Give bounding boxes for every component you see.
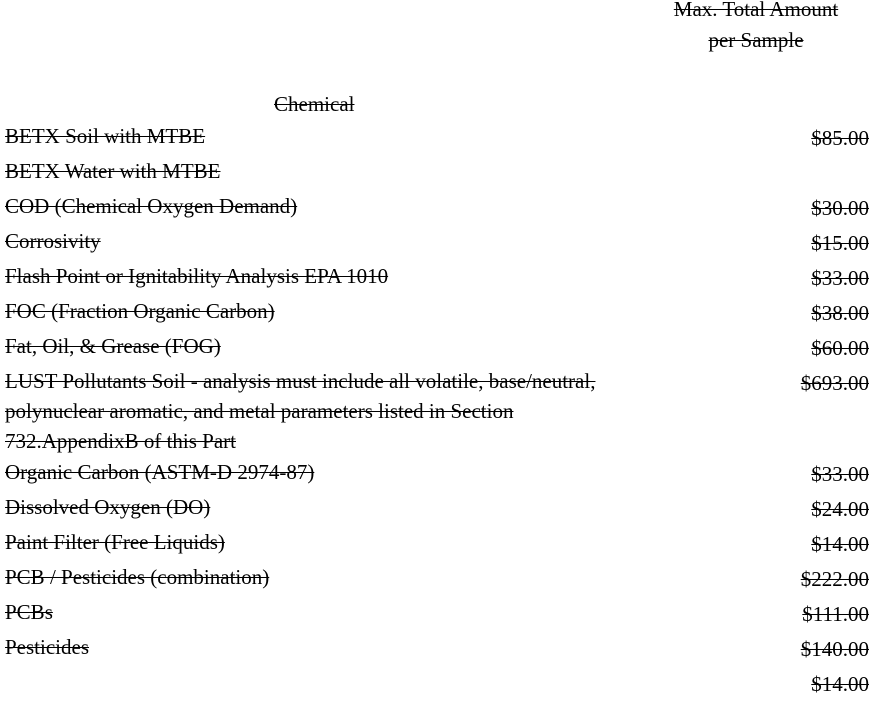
max-amount: $24.00 [811, 497, 869, 521]
max-amount: $140.00 [800, 637, 869, 661]
chemical-name: Dissolved Oxygen (DO) [5, 495, 211, 519]
table-row [0, 527, 872, 562]
max-amount: $14.00 [811, 672, 869, 696]
max-amount: $85.00 [811, 126, 869, 150]
chemical-name: PCB / Pesticides (combination) [5, 565, 270, 589]
table-row [0, 156, 872, 191]
chemical-name: Organic Carbon (ASTM-D 2974-87) [5, 460, 315, 484]
chemical-name: Pesticides [5, 635, 89, 659]
column-header-chemical: Chemical [274, 92, 355, 116]
max-amount: $222.00 [800, 567, 869, 591]
max-amount: $38.00 [811, 301, 869, 325]
table-row [0, 296, 872, 331]
table-row [0, 597, 872, 632]
chemical-name: Corrosivity [5, 229, 101, 253]
chemical-price-table [0, 121, 872, 702]
max-amount: $15.00 [811, 231, 869, 255]
table-row [0, 331, 872, 366]
table-row [0, 121, 872, 156]
column-header-per-sample: per Sample [708, 28, 804, 52]
chemical-name: BETX Soil with MTBE [5, 124, 206, 148]
chemical-name: Fat, Oil, & Grease (FOG) [5, 334, 221, 358]
chemical-name: COD (Chemical Oxygen Demand) [5, 194, 298, 218]
max-amount: $111.00 [802, 602, 869, 626]
chemical-name: FOC (Fraction Organic Carbon) [5, 299, 275, 323]
max-amount: $30.00 [811, 196, 869, 220]
column-header-max-total-amount: Max. Total Amount [673, 0, 839, 21]
max-amount: $14.00 [811, 532, 869, 556]
table-row [0, 226, 872, 261]
table-row [0, 457, 872, 492]
chemical-name: Paint Filter (Free Liquids) [5, 530, 225, 554]
max-amount: $33.00 [811, 266, 869, 290]
table-row [0, 632, 872, 667]
table-row [0, 261, 872, 296]
table-row [0, 366, 872, 457]
table-row [0, 562, 872, 597]
chemical-name: PCBs [5, 600, 53, 624]
max-amount: $693.00 [800, 371, 869, 395]
max-amount: $60.00 [811, 336, 869, 360]
max-amount: $33.00 [811, 462, 869, 486]
chemical-name: Flash Point or Ignitability Analysis EPA 1010 [5, 264, 389, 288]
chemical-name: LUST Pollutants Soil - analysis must include all volatile, base/neutral, polynuclear aromatic, and metal parameters listed in Section 732.AppendixB of this Part [5, 369, 596, 453]
table-row [0, 191, 872, 226]
table-row [0, 667, 872, 702]
chemical-name: BETX Water with MTBE [5, 159, 221, 183]
table-row [0, 492, 872, 527]
